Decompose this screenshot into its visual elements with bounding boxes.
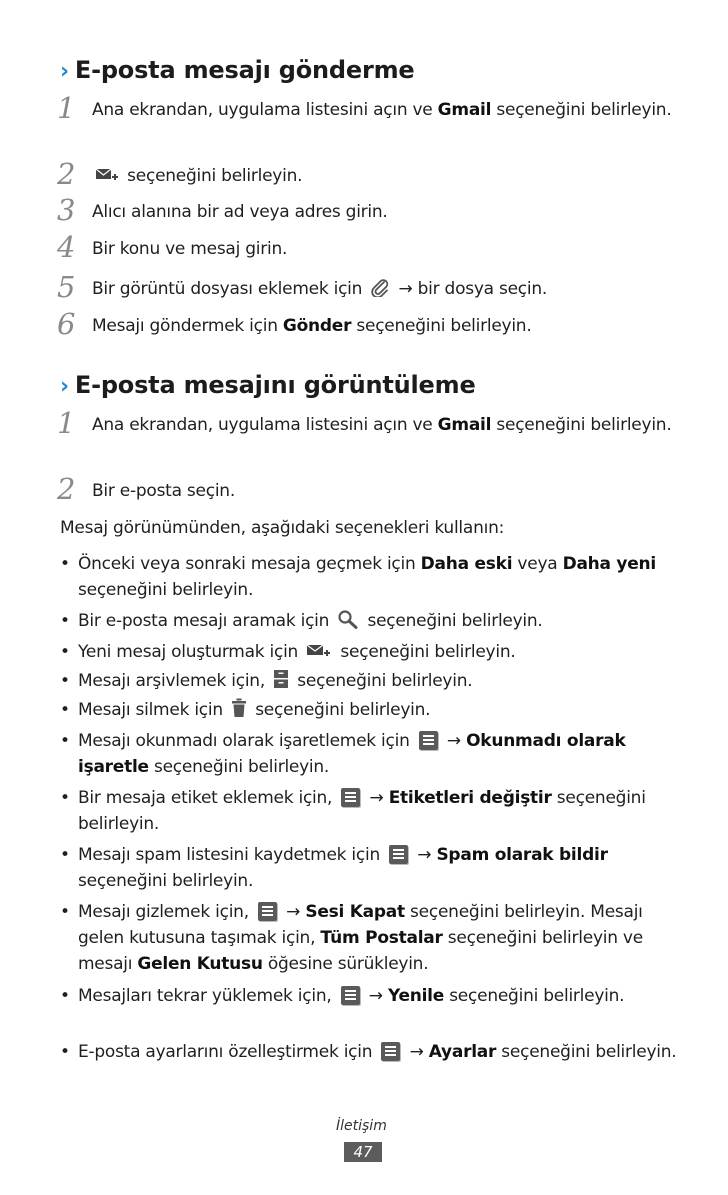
step: 1 Ana ekrandan, uygulama listesini açın ve Gmail seçeneğini belirleyin. [57,91,672,125]
page-number: 47 [344,1142,382,1162]
menu-icon [341,788,360,807]
bullet-icon: • [60,642,70,662]
list-item: • E-posta ayarlarını özelleştirmek için → Ayarlar seçeneğini belirleyin. [60,1039,682,1065]
step: 4 Bir konu ve mesaj girin. [57,230,288,264]
list-item: • Mesajı spam listesini kaydetmek için → Spam olarak bildir seçeneğini belirleyin. [60,842,682,894]
chapter-label: İletişim [336,1118,387,1134]
list-item: • Mesajları tekrar yüklemek için, → Yenile seçeneğini belirleyin. [60,983,682,1009]
step: 5 Bir görüntü dosyası eklemek için → bir dosya seçin. [57,270,548,304]
list-item: • Bir e-posta mesajı aramak için seçeneğini belirleyin. [60,608,682,634]
bullet-icon: • [60,611,70,631]
compose-mail-icon [306,642,332,660]
step: 1 Ana ekrandan, uygulama listesini açın ve Gmail seçeneğini belirleyin. [57,406,672,440]
list-item: • Önceki veya sonraki mesaja geçmek için Daha eski veya Daha yeni seçeneğini belirleyin. [60,551,682,603]
bullet-icon: • [60,1042,70,1062]
menu-icon [381,1042,400,1061]
bullet-icon: • [60,671,70,691]
paperclip-icon [370,277,390,297]
search-icon [337,609,359,629]
bullet-icon: • [60,986,70,1006]
options-intro: Mesaj görünümünden, aşağıdaki seçenekleri kullanın: [60,518,505,538]
bullet-icon: • [60,554,70,574]
chevron-icon: › [60,374,69,399]
list-item: • Mesajı arşivlemek için, seçeneğini belirleyin. [60,668,682,694]
bullet-icon: • [60,902,70,922]
bullet-icon: • [60,788,70,808]
menu-icon [258,902,277,921]
bullet-icon: • [60,700,70,720]
list-item: • Mesajı gizlemek için, → Sesi Kapat seçeneğini belirleyin. Mesajı gelen kutusuna taşımak için, Tüm Postalar seçeneğini belirleyin ve mesajı Gelen Kutusu öğesine sürükleyin. [60,899,682,977]
trash-icon [231,698,247,718]
list-item: • Mesajı okunmadı olarak işaretlemek için → Okunmadı olarak işaretle seçeneğini belirleyin. [60,728,682,780]
section-title-send: › E-posta mesajı gönderme [60,56,415,84]
list-item: • Yeni mesaj oluşturmak için seçeneğini belirleyin. [60,639,682,665]
step: 2 seçeneğini belirleyin. [57,157,303,191]
menu-icon [389,845,408,864]
step: 2 Bir e-posta seçin. [57,472,235,506]
step: 3 Alıcı alanına bir ad veya adres girin. [57,193,388,227]
bullet-icon: • [60,731,70,751]
list-item: • Bir mesaja etiket eklemek için, → Etiketleri değiştir seçeneğini belirleyin. [60,785,682,837]
compose-mail-icon [95,166,119,184]
step: 6 Mesajı göndermek için Gönder seçeneğini belirleyin. [57,307,532,341]
archive-icon [273,669,289,689]
menu-icon [419,731,438,750]
section-title-view: › E-posta mesajını görüntüleme [60,371,476,399]
bullet-icon: • [60,845,70,865]
menu-icon [341,986,360,1005]
chevron-icon: › [60,59,69,84]
list-item: • Mesajı silmek için seçeneğini belirleyin. [60,697,682,723]
